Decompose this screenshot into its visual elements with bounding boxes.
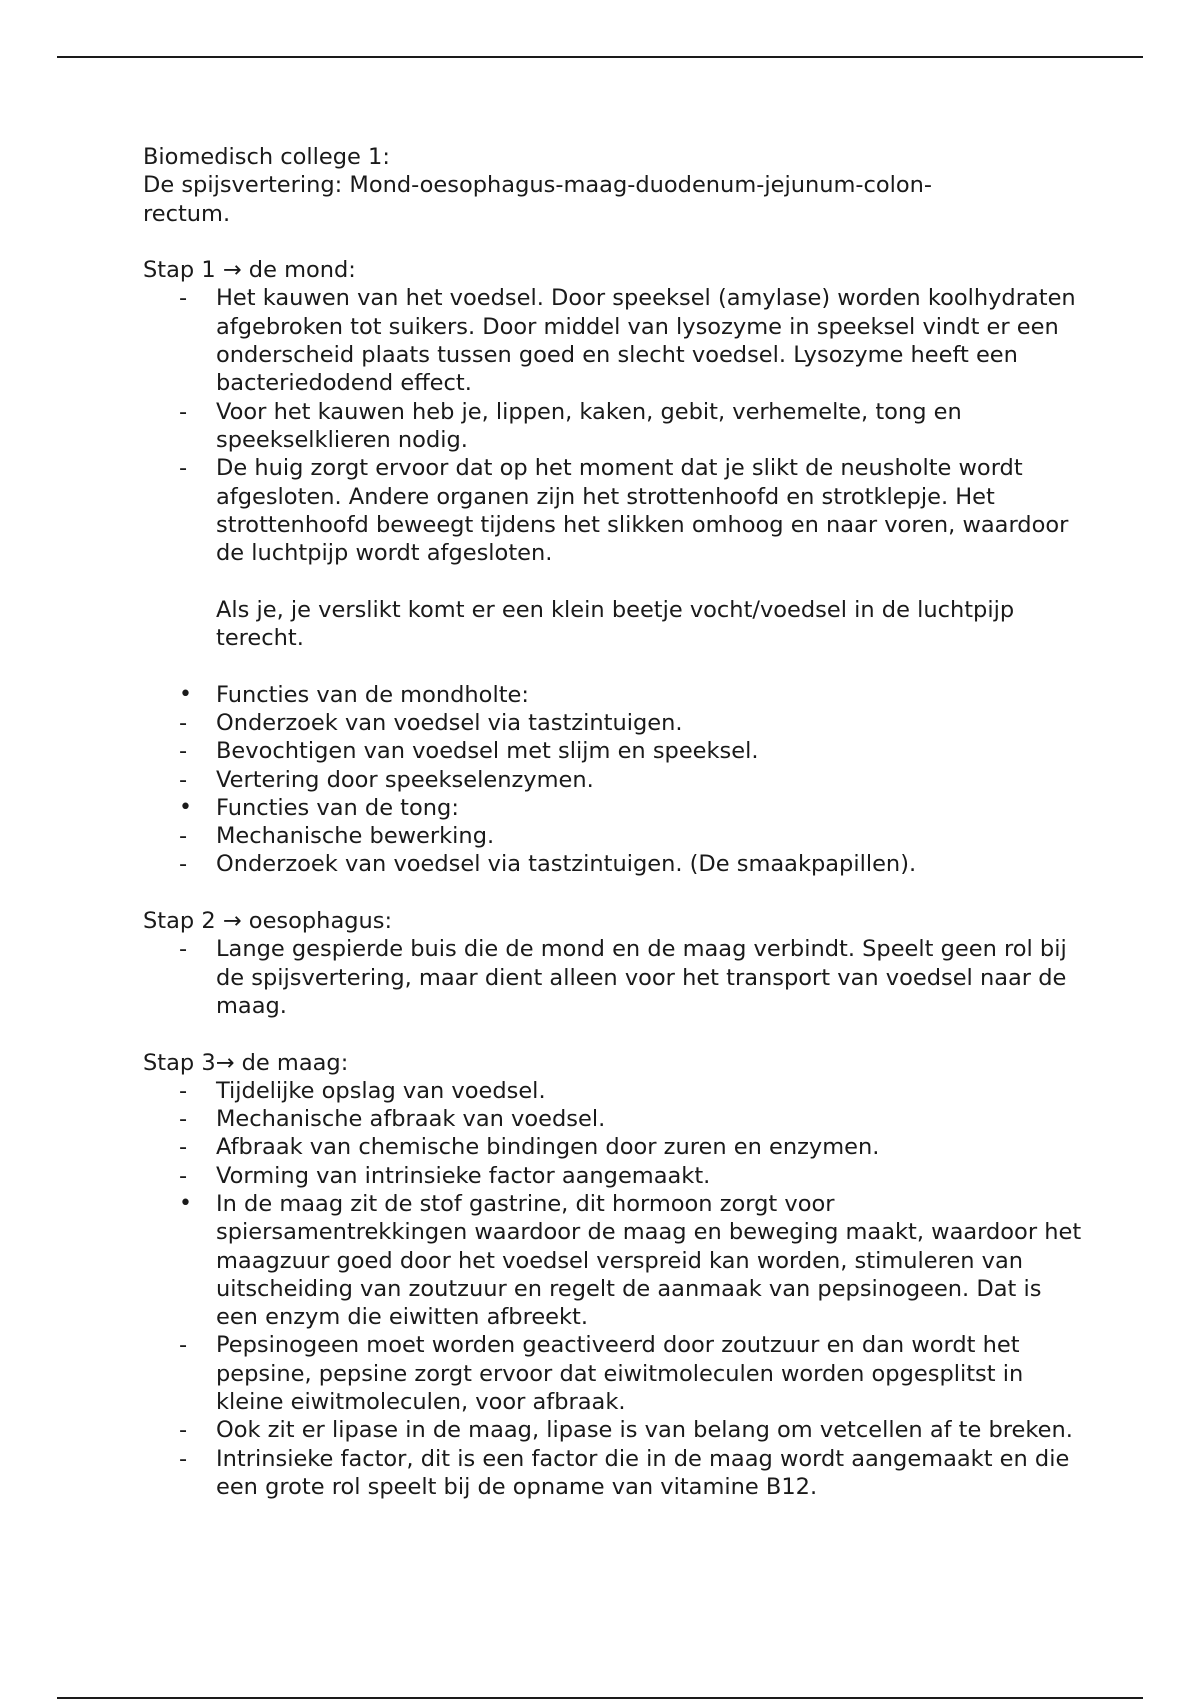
list-item-text: Functies van de tong: [216, 794, 459, 821]
footer-rule [57, 1697, 1143, 1699]
document-subtitle-line-2: rectum. [143, 200, 231, 227]
list-item-text: Onderzoek van voedsel via tastzintuigen. [216, 709, 683, 736]
list-item [143, 1331, 1083, 1416]
dash-marker: - [179, 1162, 188, 1189]
dash-marker: - [179, 766, 188, 793]
dash-marker: - [179, 1077, 188, 1104]
list-item [143, 1190, 1083, 1331]
list-item [143, 681, 1083, 709]
bullet-marker: • [179, 1190, 192, 1216]
dash-marker: - [179, 738, 188, 765]
list-item [143, 454, 1083, 567]
list-item-text: Ook zit er lipase in de maag, lipase is van belang om vetcellen af te breken. [216, 1417, 1073, 1444]
list-item-text: Mechanische bewerking. [216, 823, 495, 850]
bullet-marker: • [179, 794, 192, 820]
list-item [143, 1133, 1083, 1161]
dash-marker: - [179, 823, 188, 850]
list-item [143, 398, 1083, 455]
step2-list [143, 935, 1083, 1020]
list-item [143, 1416, 1083, 1444]
list-item [143, 1445, 1083, 1502]
list-item [143, 935, 1083, 1020]
document-body [143, 143, 1083, 1501]
document-title: Biomedisch college 1: [143, 144, 390, 170]
list-item-text: Tijdelijke opslag van voedsel. [216, 1077, 546, 1104]
step1-note: Als je, je verslikt komt er een klein beetje vocht/voedsel in de luchtpijp terecht. [216, 596, 1015, 652]
list-item [143, 850, 1083, 878]
list-item-text: Voor het kauwen heb je, lippen, kaken, gebit, verhemelte, tong en speekselklieren nodig. [216, 398, 962, 453]
list-item-text: Vorming van intrinsieke factor aangemaakt. [216, 1162, 711, 1189]
list-item [143, 766, 1083, 794]
spacer [143, 879, 1083, 907]
dash-marker: - [179, 1332, 188, 1359]
list-item-text: Afbraak van chemische bindingen door zuren en enzymen. [216, 1134, 880, 1161]
dash-marker: - [179, 851, 188, 878]
step1-functions-list [143, 681, 1083, 879]
spacer [143, 228, 1083, 256]
dash-marker: - [179, 285, 188, 312]
list-item [143, 794, 1083, 822]
header-rule [57, 56, 1143, 58]
list-item-text: Vertering door speekselenzymen. [216, 766, 594, 793]
dash-marker: - [179, 1106, 188, 1133]
list-item-text: Onderzoek van voedsel via tastzintuigen. (De smaakpapillen). [216, 851, 917, 878]
list-item-text: Mechanische afbraak van voedsel. [216, 1106, 606, 1133]
dash-marker: - [179, 709, 188, 736]
list-item-text: Functies van de mondholte: [216, 681, 529, 708]
step1-heading: Stap 1 → de mond: [143, 257, 356, 284]
list-item-text: Bevochtigen van voedsel met slijm en speeksel. [216, 738, 759, 765]
dash-marker: - [179, 1445, 188, 1472]
dash-marker: - [179, 936, 188, 963]
list-item [143, 1105, 1083, 1133]
list-item-text: Intrinsieke factor, dit is een factor die in de maag wordt aangemaakt en die een grote rol speelt bij de opname van vitamine B12. [216, 1445, 1070, 1500]
list-item [143, 284, 1083, 397]
spacer [143, 567, 1083, 595]
list-item-text: In de maag zit de stof gastrine, dit hormoon zorgt voor spiersamentrekkingen waardoor de maag en beweging maakt, waardoor het maagzuur goed door het voedsel verspreid kan worden, stimuleren van uitscheiding van zoutzuur en regelt de aanmaak van pepsinogeen. Dat is een enzym die eiwitten afbreekt. [216, 1190, 1082, 1331]
dash-marker: - [179, 1417, 188, 1444]
spacer [143, 652, 1083, 680]
step3-list [143, 1077, 1083, 1501]
step2-heading: Stap 2 → oesophagus: [143, 908, 393, 935]
spacer [143, 1020, 1083, 1048]
list-item [143, 822, 1083, 850]
dash-marker: - [179, 398, 188, 425]
bullet-marker: • [179, 681, 192, 707]
list-item-text: Het kauwen van het voedsel. Door speeksel (amylase) worden koolhydraten afgebroken tot suikers. Door middel van lysozyme in speeksel vindt er een onderscheid plaats tussen goed en slecht voedsel. Lysozyme heeft een bacteriedodend effect. [216, 285, 1076, 397]
list-item-text: Pepsinogeen moet worden geactiveerd door zoutzuur en dan wordt het pepsine, pepsine zorgt ervoor dat eiwitmoleculen worden opgesplitst in kleine eiwitmoleculen, voor afbraak. [216, 1332, 1024, 1416]
document-subtitle-line-1: De spijsvertering: Mond-oesophagus-maag-duodenum-jejunum-colon- [143, 172, 933, 199]
list-item [143, 709, 1083, 737]
list-item-text: Lange gespierde buis die de mond en de maag verbindt. Speelt geen rol bij de spijsvertering, maar dient alleen voor het transport van voedsel naar de maag. [216, 936, 1067, 1019]
list-item [143, 737, 1083, 765]
step1-list [143, 284, 1083, 567]
list-item [143, 1162, 1083, 1190]
dash-marker: - [179, 455, 188, 482]
list-item [143, 1077, 1083, 1105]
dash-marker: - [179, 1134, 188, 1161]
list-item-text: De huig zorgt ervoor dat op het moment dat je slikt de neusholte wordt afgesloten. Andere organen zijn het strottenhoofd en strotklepje. Het strottenhoofd beweegt tijdens het slikken omhoog en naar voren, waardoor de luchtpijp wordt afgesloten. [216, 455, 1069, 567]
step3-heading: Stap 3→ de maag: [143, 1049, 349, 1076]
